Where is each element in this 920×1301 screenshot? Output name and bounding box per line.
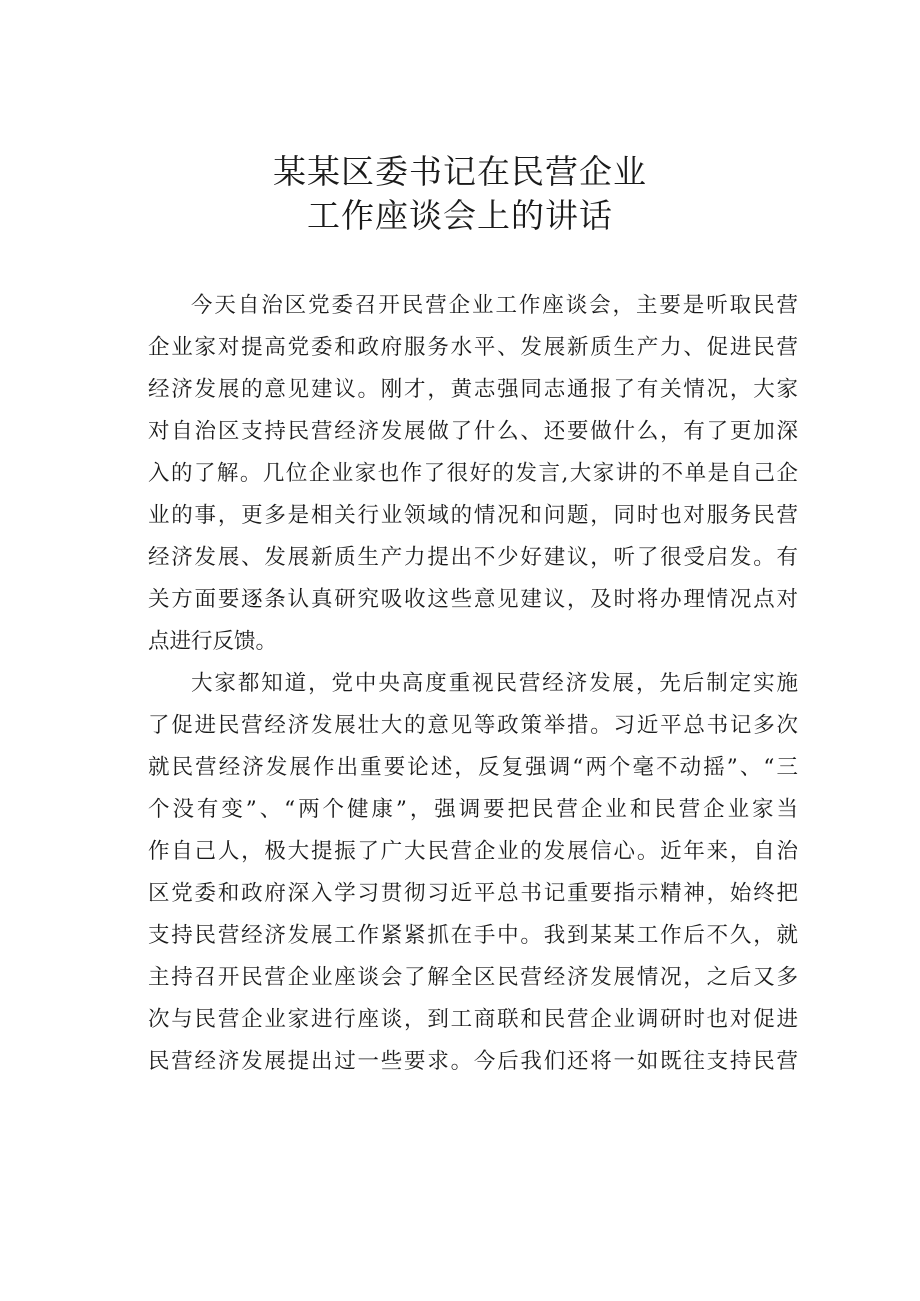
- paragraph-line: 入的了解。几位企业家也作了很好的发言,大家讲的不单是自己企: [148, 461, 798, 486]
- paragraph-2: [148, 663, 798, 1083]
- paragraph-line: 点进行反馈。: [148, 629, 278, 654]
- page-title: [0, 150, 920, 238]
- paragraph-line: 支持民营经济发展工作紧紧抓在手中。我到某某工作后不久，就: [148, 923, 798, 948]
- paragraph-line: 经济发展、发展新质生产力提出不少好建议，听了很受启发。有: [148, 545, 798, 570]
- paragraph-line: 企业家对提高党委和政府服务水平、发展新质生产力、促进民营: [148, 335, 798, 360]
- title-line-2: 工作座谈会上的讲话: [307, 196, 613, 235]
- paragraph-line: 对自治区支持民营经济发展做了什么、还要做什么，有了更加深: [148, 419, 798, 444]
- paragraph-line: 次与民营企业家进行座谈，到工商联和民营企业调研时也对促进: [148, 1007, 798, 1032]
- paragraph-line: 关方面要逐条认真研究吸收这些意见建议，及时将办理情况点对: [148, 587, 798, 612]
- paragraph-line: 经济发展的意见建议。刚才，黄志强同志通报了有关情况，大家: [148, 377, 798, 402]
- paragraph-line: 今天自治区党委召开民营企业工作座谈会，主要是听取民营: [191, 293, 798, 318]
- paragraph-line: 业的事，更多是相关行业领域的情况和问题，同时也对服务民营: [148, 503, 798, 528]
- paragraph-line: 就民营经济发展作出重要论述，反复强调“两个毫不动摇”、“三: [148, 755, 798, 780]
- document-body: [148, 285, 798, 1083]
- paragraph-line: 了促进民营经济发展壮大的意见等政策举措。习近平总书记多次: [148, 713, 798, 738]
- paragraph-line: 大家都知道，党中央高度重视民营经济发展，先后制定实施: [191, 671, 798, 696]
- paragraph-line: 主持召开民营企业座谈会了解全区民营经济发展情况，之后又多: [148, 965, 798, 990]
- paragraph-line: 个没有变”、“两个健康”，强调要把民营企业和民营企业家当: [148, 797, 798, 822]
- paragraph-line: 民营经济发展提出过一些要求。今后我们还将一如既往支持民营: [148, 1049, 798, 1074]
- paragraph-line: 作自己人，极大提振了广大民营企业的发展信心。近年来，自治: [148, 839, 798, 864]
- title-line-1: 某某区委书记在民营企业: [273, 152, 647, 191]
- paragraph-line: 区党委和政府深入学习贯彻习近平总书记重要指示精神，始终把: [148, 881, 798, 906]
- paragraph-1: [148, 285, 798, 663]
